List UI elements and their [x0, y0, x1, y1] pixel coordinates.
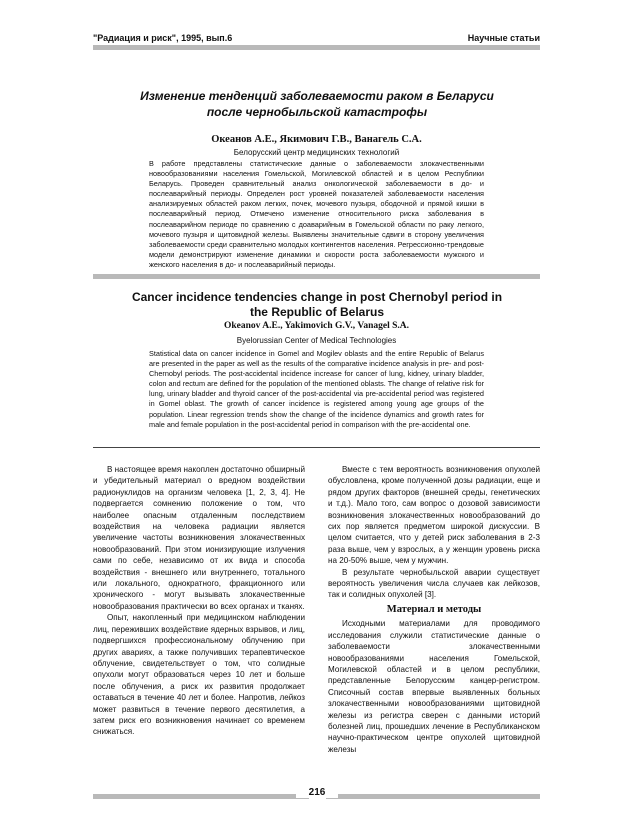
abstract-rule	[93, 447, 540, 448]
russian-title	[120, 88, 514, 120]
body-right-column	[328, 464, 540, 755]
english-title-line-2: the Republic of Belarus	[249, 305, 385, 319]
english-title	[110, 290, 524, 320]
russian-title-line-2: после чернобыльской катастрофы	[206, 105, 428, 119]
header-bar	[93, 45, 540, 50]
body-paragraph: В настоящее время накоплен достаточно обширный и убедительный материал о вредном воздействии радионуклидов на организм человека [1, 2, 3, 4]. Не подвергается сомнению положение о том, что наиболее опасным отдаленным последствием воздействия на человека радиации является увеличение частоты возникновения злокачественных новообразований. При этом ионизирующие излучения сами по себе, независимо от их вида и способа воздействия - внешнего или внутреннего, тотального или локального, однократного, фракционного или хронического - могут вызывать злокачественные новообразования практически во всех органах и тканях.	[93, 465, 305, 611]
footer-bar-left	[93, 794, 309, 799]
footer-bar-right	[326, 794, 540, 799]
body-paragraph: В результате чернобыльской аварии существует вероятность увеличения числа случаев как лейкозов, так и солидных опухолей [3].	[328, 567, 540, 600]
russian-organization: Белорусский центр медицинских технологий	[233, 148, 400, 157]
section-heading: Материал и методы	[386, 603, 482, 615]
body-paragraph: Вместе с тем вероятность возникновения опухолей обусловлена, кроме полученной дозы радиации, еще и рядом других факторов (внешней среды, генетических и т.д.). Мало того, сам вопрос о дозовой зависимости возникновения злокачественных новообразований до сих пор является предметом широкой дискуссии. В целом считается, что у детей риск заболевания в 2-3 раза выше, чем у взрослых, а у женщин уровень риска на 20-50% выше, чем у мужчин.	[328, 465, 540, 566]
body-paragraph: Исходными материалами для проводимого исследования служили статистические данные о заболеваемости злокачественными новообразованиями населения Гомельской, Могилевской областей и в целом республики, представленные Белорусским канцер-регистром. Списочный состав впервые выявленных больных злокачественными новообразованиями щитовидной железы из регистра сверен с данными историй болезней лиц, прошедших лечение в Республиканском научно-практическом центре опухолей щитовидной железы	[328, 619, 540, 754]
russian-abstract: В работе представлены статистические данные о заболеваемости злокачественными новообразованиями населения Гомельской, Могилевской областей и в целом Республики Беларусь. Проведен сравнительный анализ онкологической заболеваемости в до- и послеаварийный периоды. Определен рост уровней показателей заболеваемости населения анализируемых областей раком легких, почек, мочевого пузыря, ободочной и прямой кишки в послеаварийный период. Отмечено изменение относительного риска заболевания в послеаварийном периоде по сравнению с доаварийным в Гомельской области по раку легкого, мочевого пузыря и щитовидной железы. Выявлены значительные сдвиги в сторону увеличения заболеваемости среди сравнительно молодых контингентов населения. Регрессионно-трендовые модели демонстрируют изменение динамики и скорости роста заболеваемости мужского и женского населения в до- и послеаварийный периоды.	[149, 159, 484, 269]
journal-header: "Радиация и риск", 1995, вып.6	[93, 33, 233, 43]
english-authors: Okeanov A.E., Yakimovich G.V., Vanagel S.A.	[223, 321, 410, 331]
russian-authors: Океанов А.Е., Якимович Г.В., Ванагель С.А.	[211, 134, 422, 145]
page-number: 216	[296, 787, 338, 798]
section-divider-bar	[93, 274, 540, 279]
russian-title-line-1: Изменение тенденций заболеваемости раком в Беларуси	[140, 89, 494, 103]
section-header: Научные статьи	[467, 33, 540, 43]
english-abstract: Statistical data on cancer incidence in Gomel and Mogilev oblasts and the entire Republic of Belarus are presented in the paper as well as the results of the comparative incidence analysis in pre- and post-Chernobyl periods. The post-accidental incidence increase for cancer of lung, kidney, urinary bladder, colon and rectum are defined for the population of the mentioned oblasts. The change of relative risk for lung, urinary bladder and thyroid cancer of the post-accidental via pre-accidental period was registered in Gomel oblast. The growth of cancer incidence is registered among young age groups of the population. Linear regression trends show the change of the incidence dynamics and growth rates for male and female population in the post-accidental period in comparison with the pre-accidental one.	[149, 349, 484, 429]
body-left-column	[93, 464, 305, 738]
english-title-line-1: Cancer incidence tendencies change in post Chernobyl period in	[131, 290, 503, 304]
english-organization: Byelorussian Center of Medical Technologies	[236, 336, 397, 345]
body-paragraph: Опыт, накопленный при медицинском наблюдении лиц, переживших воздействие ядерных взрывов, и лиц, подвергшихся профессиональному облучению при других авариях, а также получивших терапевтическое облучение, свидетельствует о том, что солидные опухоли могут образоваться через 10 лет и больше после облучения, а риск их развития продолжает оставаться в течение 40 лет и более. Напротив, лейкоз может развиться в течение первого десятилетия, а затем риск его возникновения начинает со временем снижаться.	[93, 613, 305, 737]
